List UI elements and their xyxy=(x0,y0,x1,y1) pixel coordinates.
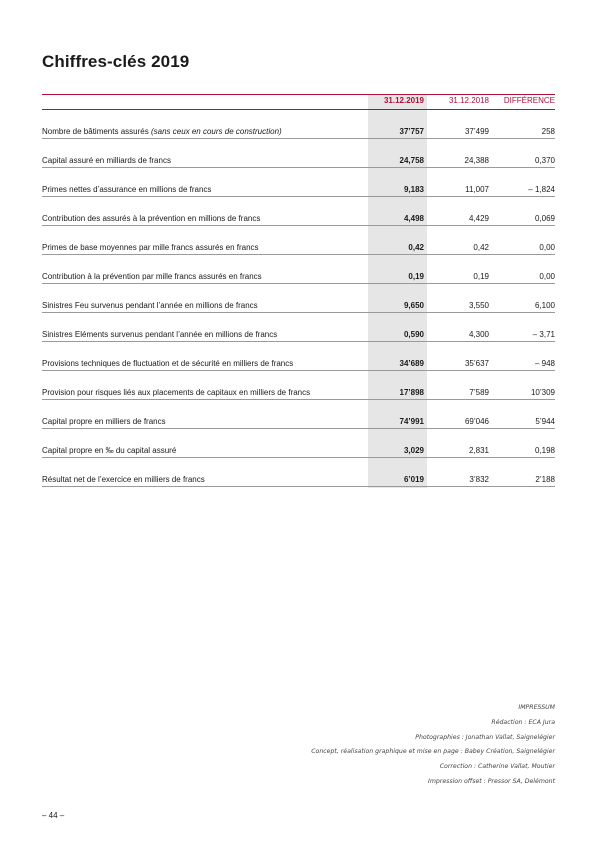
value-2019: 24,758 xyxy=(399,156,424,165)
row-label-note: (sans ceux en cours de construction) xyxy=(150,127,282,136)
value-difference: – 948 xyxy=(534,359,555,368)
row-label: Provisions techniques de fluctuation et de sécurité en milliers de francs xyxy=(42,359,294,368)
value-2018: 69’046 xyxy=(464,417,489,426)
row-label: Primes de base moyennes par mille francs assurés en francs xyxy=(42,243,259,252)
value-difference: 0,370 xyxy=(534,156,555,165)
value-2018: 0,42 xyxy=(473,243,489,252)
row-label: Primes nettes d’assurance en millions de francs xyxy=(42,185,212,194)
table-row xyxy=(42,254,555,284)
row-label: Capital assuré en milliards de francs xyxy=(42,156,171,165)
table-row xyxy=(42,370,555,400)
value-2019: 9,650 xyxy=(403,301,424,310)
row-label: Contribution des assurés à la prévention en millions de francs xyxy=(42,214,261,223)
table-row xyxy=(42,138,555,168)
impressum-heading: IMPRESSUM xyxy=(518,704,555,711)
header-2018: 31.12.2018 xyxy=(448,96,489,105)
value-difference: 258 xyxy=(541,127,555,136)
value-2019: 0,19 xyxy=(408,272,424,281)
value-2018: 7’589 xyxy=(469,388,489,397)
value-2018: 0,19 xyxy=(473,272,489,281)
table-row xyxy=(42,167,555,197)
page-number: – 44 – xyxy=(42,811,65,820)
table-row xyxy=(42,399,555,429)
impressum-line: Impression offset : Pressor SA, Delémont xyxy=(428,777,555,785)
key-figures-table xyxy=(42,94,555,488)
value-2019: 9,183 xyxy=(403,185,424,194)
table-row xyxy=(42,457,555,487)
value-2019: 34’689 xyxy=(399,359,424,368)
table-row xyxy=(42,428,555,458)
page-title: Chiffres-clés 2019 xyxy=(42,52,190,71)
value-difference: 5’944 xyxy=(535,417,555,426)
row-label: Contribution à la prévention par mille francs assurés en francs xyxy=(42,272,262,281)
table-row xyxy=(42,283,555,313)
value-2018: 4,429 xyxy=(468,214,489,223)
impressum-line: Rédaction : ECA Jura xyxy=(491,718,555,726)
value-difference: 2’188 xyxy=(535,475,555,484)
row-label xyxy=(42,127,282,136)
value-2018: 11,007 xyxy=(465,185,489,194)
value-difference: 6,100 xyxy=(534,301,555,310)
table-header xyxy=(42,94,555,109)
row-label: Résultat net de l’exercice en milliers de francs xyxy=(42,475,205,484)
row-label-text: Nombre de bâtiments assurés xyxy=(42,127,149,136)
row-label: Capital propre en milliers de francs xyxy=(42,417,166,426)
value-2019: 37’757 xyxy=(399,127,424,136)
value-2018: 37’499 xyxy=(464,127,489,136)
value-difference: – 3,71 xyxy=(532,330,555,339)
value-2019: 6’019 xyxy=(403,475,424,484)
value-2018: 4,300 xyxy=(468,330,489,339)
row-label: Sinistres Eléments survenus pendant l’année en millions de francs xyxy=(42,330,278,339)
value-2019: 0,42 xyxy=(408,243,424,252)
value-2018: 35’637 xyxy=(464,359,489,368)
impressum-line: Correction : Catherine Vallat, Moutier xyxy=(439,763,555,771)
row-label: Provision pour risques liés aux placements de capitaux en milliers de francs xyxy=(42,388,311,397)
value-2019: 74’991 xyxy=(399,417,424,426)
value-difference: 0,00 xyxy=(539,272,555,281)
value-difference: 0,00 xyxy=(539,243,555,252)
row-label: Capital propre en ‰ du capital assuré xyxy=(42,446,177,455)
value-difference: 0,069 xyxy=(534,214,555,223)
value-2019: 0,590 xyxy=(403,330,424,339)
header-difference: DIFFÉRENCE xyxy=(503,96,555,105)
impressum xyxy=(311,701,555,790)
table-row xyxy=(42,196,555,226)
impressum-line: Photographies : Jonathan Vallat, Saignelégier xyxy=(415,733,555,741)
value-2019: 17’898 xyxy=(399,388,424,397)
value-2019: 3,029 xyxy=(403,446,424,455)
value-2019: 4,498 xyxy=(403,214,424,223)
header-2019: 31.12.2019 xyxy=(383,96,424,105)
table-row xyxy=(42,312,555,342)
value-difference: – 1,824 xyxy=(528,185,555,194)
value-2018: 3,550 xyxy=(468,301,489,310)
value-difference: 10’309 xyxy=(530,388,555,397)
table-row xyxy=(42,341,555,371)
table-row xyxy=(42,225,555,255)
value-2018: 24,388 xyxy=(464,156,489,165)
impressum-line: Concept, réalisation graphique et mise en page : Babey Création, Saignelégier xyxy=(311,748,555,756)
value-difference: 0,198 xyxy=(534,446,555,455)
table-row xyxy=(42,109,555,139)
value-2018: 3’832 xyxy=(469,475,489,484)
value-2018: 2,831 xyxy=(468,446,489,455)
row-label: Sinistres Feu survenus pendant l’année en millions de francs xyxy=(42,301,258,310)
